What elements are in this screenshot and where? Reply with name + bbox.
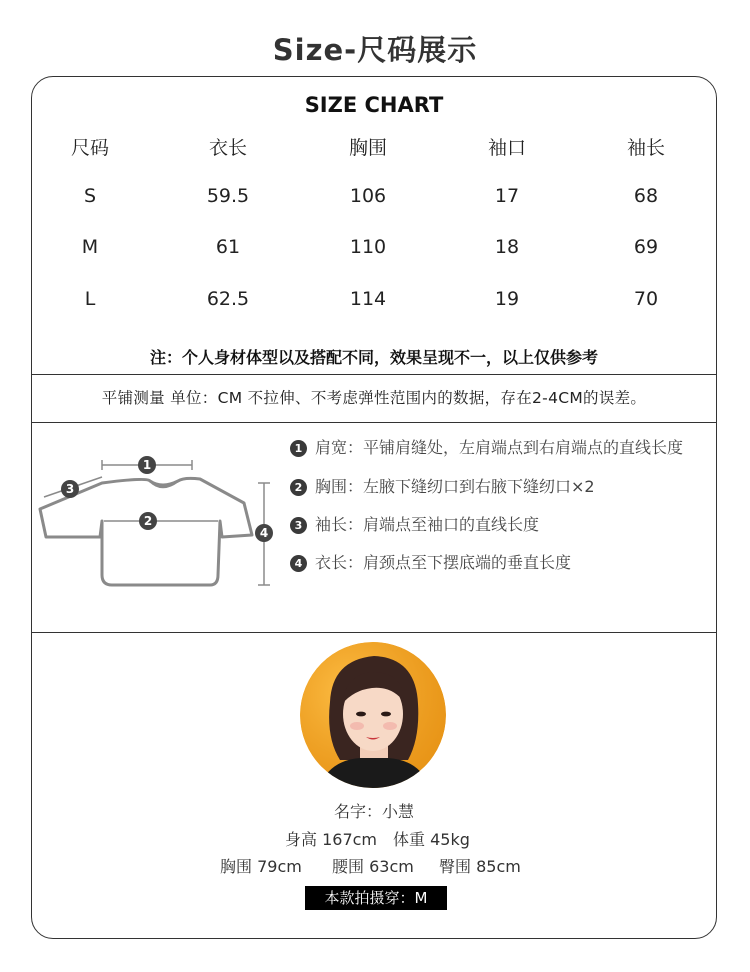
table-cell: L bbox=[84, 288, 96, 310]
marker-4: 4 bbox=[259, 526, 269, 540]
desc-shoulder bbox=[290, 435, 683, 458]
desc-shoulder-text: 肩宽：平铺肩缝处，左肩端点到右肩端点的直线长度 bbox=[315, 438, 684, 457]
fit-note: 注：个人身材体型以及搭配不同，效果呈现不一，以上仅供参考 bbox=[149, 348, 598, 367]
number-icon: 1 bbox=[290, 440, 307, 457]
table-cell: 114 bbox=[349, 288, 387, 310]
table-cell: 61 bbox=[215, 236, 241, 258]
model-avatar bbox=[300, 642, 446, 788]
desc-sleeve bbox=[290, 512, 539, 535]
divider bbox=[32, 632, 716, 633]
model-photo bbox=[300, 642, 446, 788]
measurement-diagram bbox=[32, 423, 717, 631]
header-sleeve: 袖长 bbox=[626, 137, 665, 159]
table-cell: 59.5 bbox=[206, 185, 250, 207]
wearing-size-badge: 本款拍摄穿：M bbox=[305, 886, 447, 910]
table-cell: S bbox=[83, 185, 97, 207]
header-chest: 胸围 bbox=[348, 137, 387, 159]
size-card bbox=[31, 76, 717, 939]
number-icon: 3 bbox=[290, 517, 307, 534]
marker-1: 1 bbox=[142, 458, 152, 472]
desc-sleeve-text: 袖长：肩端点至袖口的直线长度 bbox=[315, 515, 540, 534]
table-cell: 106 bbox=[349, 185, 387, 207]
divider bbox=[32, 374, 716, 375]
marker-3: 3 bbox=[65, 482, 75, 496]
header-length: 衣长 bbox=[208, 137, 247, 159]
model-weight: 体重 45kg bbox=[393, 830, 470, 849]
number-icon: 4 bbox=[290, 555, 307, 572]
table-cell: 69 bbox=[633, 236, 659, 258]
table-cell: 18 bbox=[494, 236, 520, 258]
table-cell: 70 bbox=[633, 288, 659, 310]
table-cell: 19 bbox=[494, 288, 520, 310]
table-cell: 62.5 bbox=[206, 288, 250, 310]
model-name: 名字：小慧 bbox=[333, 802, 414, 821]
model-waist: 腰围 63cm bbox=[332, 857, 414, 876]
model-height: 身高 167cm bbox=[285, 830, 378, 849]
desc-chest-text: 胸围：左腋下缝纫口到右腋下缝纫口×2 bbox=[315, 477, 595, 496]
desc-length-text: 衣长：肩颈点至下摆底端的垂直长度 bbox=[315, 553, 572, 572]
table-cell: 110 bbox=[349, 236, 387, 258]
desc-chest bbox=[290, 474, 595, 497]
page-title: Size-尺码展示 bbox=[272, 33, 478, 67]
model-hip: 臀围 85cm bbox=[439, 857, 521, 876]
number-icon: 2 bbox=[290, 479, 307, 496]
header-cuff: 袖口 bbox=[487, 137, 526, 159]
table-cell: M bbox=[81, 236, 99, 258]
header-size: 尺码 bbox=[70, 137, 109, 159]
marker-2: 2 bbox=[143, 514, 153, 528]
table-cell: 68 bbox=[633, 185, 659, 207]
desc-length bbox=[290, 550, 571, 573]
size-chart-title: SIZE CHART bbox=[304, 93, 444, 117]
table-cell: 17 bbox=[494, 185, 520, 207]
model-bust: 胸围 79cm bbox=[220, 857, 302, 876]
measurement-note: 平铺测量 单位：CM 不拉伸、不考虑弹性范围内的数据，存在2-4CM的误差。 bbox=[101, 389, 647, 407]
